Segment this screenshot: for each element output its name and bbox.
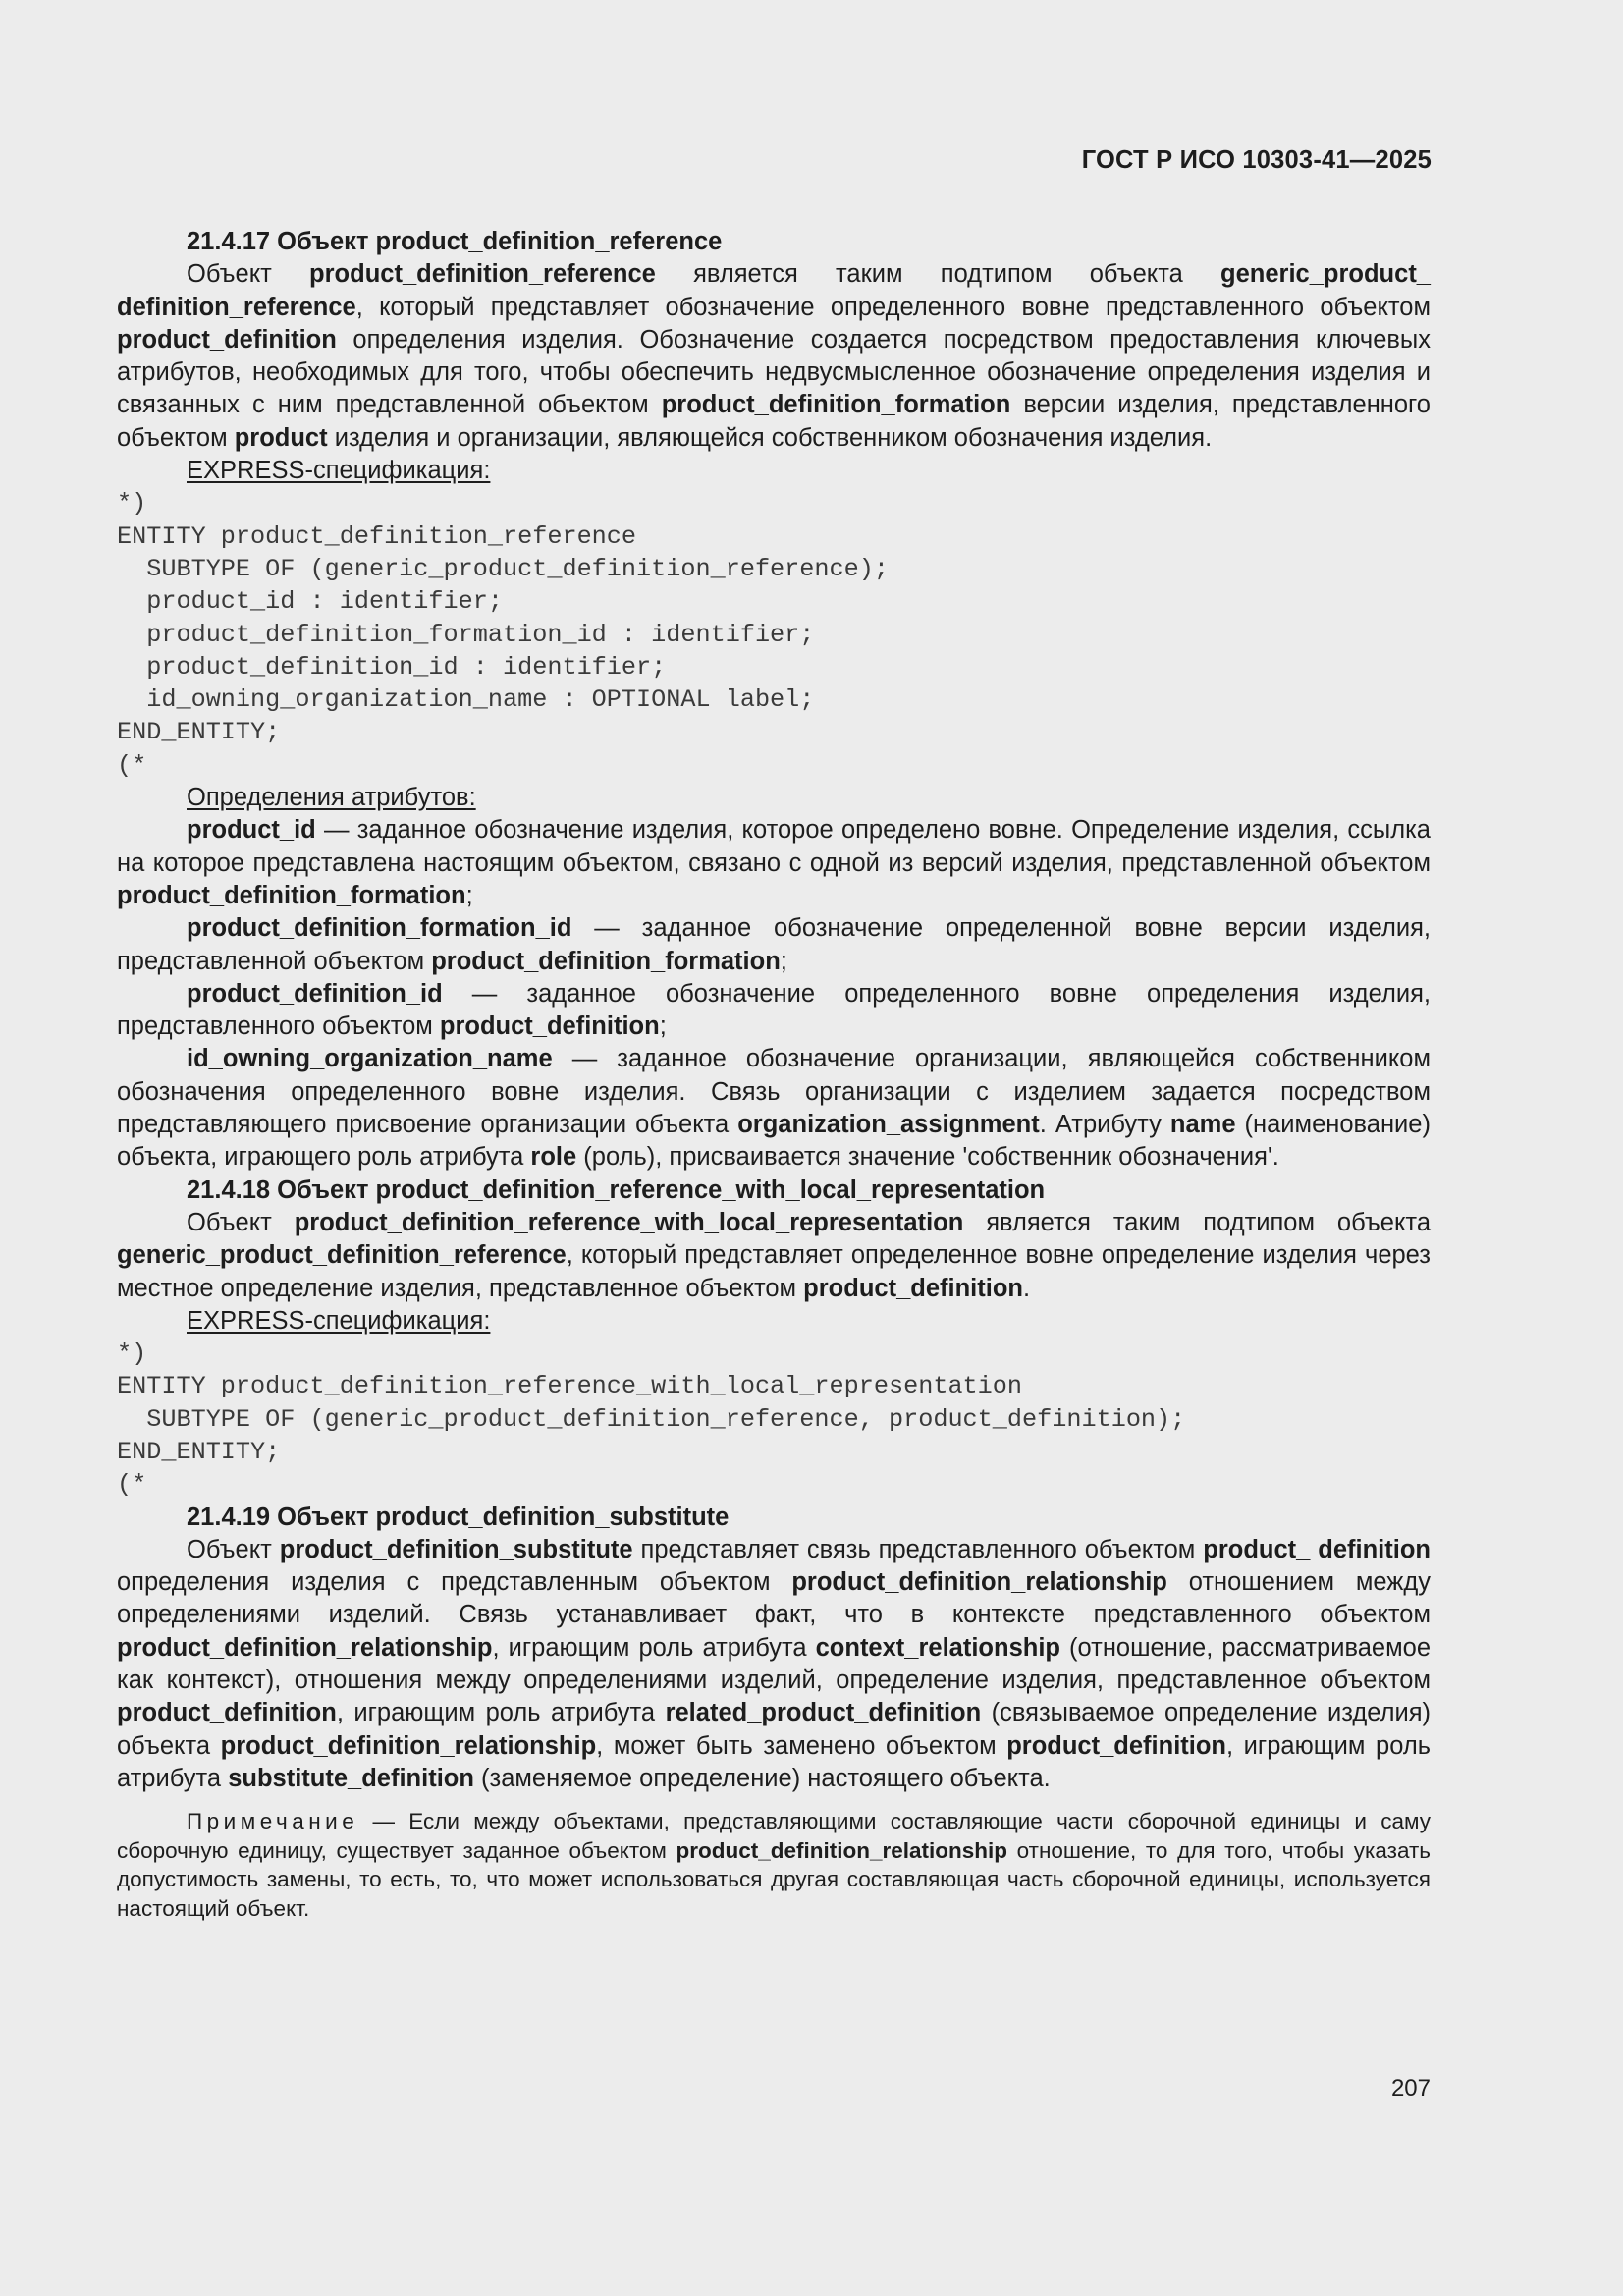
bold-term: product_definition_substitute <box>279 1535 633 1563</box>
note-label: Примечание <box>187 1809 359 1834</box>
text-run: (роль), присваивается значение 'собственник обозначения'. <box>576 1143 1279 1172</box>
page-number: 207 <box>1390 2075 1431 2102</box>
bold-term: product_id <box>187 816 316 845</box>
attribute-definition <box>117 978 1431 1044</box>
bold-term: organization_assignment <box>737 1111 1040 1139</box>
code-line: product_definition_id : identifier; <box>117 652 667 682</box>
bold-term: product_definition_relationship <box>220 1731 597 1760</box>
attribute-definition <box>117 1043 1431 1174</box>
bold-term: name <box>1169 1111 1236 1139</box>
bold-term: product_definition <box>439 1012 660 1041</box>
text-run: определения изделия с представленным объектом <box>117 1568 792 1597</box>
text-run: Объект <box>187 260 310 289</box>
attribute-definition <box>117 814 1431 912</box>
text-run: определения изделия. Обозначение создается посредством предоставления ключевых атрибутов, необходимых для того, чтобы обеспечить недвусмысленное обозначение определения изделия и связанных с ним представленной объектом <box>117 325 1431 419</box>
code-line: *) <box>117 1339 147 1369</box>
text-run: версии изделия, представленного объектом <box>117 391 1431 452</box>
text-run: (заменяемое определение) настоящего объекта. <box>473 1764 1051 1792</box>
code-line: SUBTYPE OF (generic_product_definition_reference); <box>117 554 889 583</box>
section-heading-21-4-18: 21.4.18 Объект product_definition_reference_with_local_representation <box>187 1175 1046 1204</box>
text-run: ; <box>465 881 473 909</box>
text-run: — заданное обозначение определенной вовне версии изделия, представленной объектом <box>117 914 1431 975</box>
text-run: — Если между объектами, представляющими составляющие части сборочной единицы и саму сборочную единицу, существует заданное объектом <box>117 1809 1431 1863</box>
section-heading-21-4-17: 21.4.17 Объект product_definition_reference <box>187 228 723 255</box>
text-run: , играющим роль атрибута <box>336 1699 666 1727</box>
code-line: ENTITY product_definition_reference_with_local_representation <box>117 1372 1023 1401</box>
bold-term: product_definition_formation <box>431 947 781 975</box>
text-run: ; <box>659 1012 667 1041</box>
bold-term: id_owning_organization_name <box>187 1045 553 1073</box>
text-run: (наименование) объекта, играющего роль атрибута <box>117 1111 1431 1172</box>
express-spec-label: EXPRESS-спецификация: <box>187 1306 491 1335</box>
express-code-block <box>117 487 1431 782</box>
attribute-definition <box>117 912 1431 978</box>
bold-term: generic_product_ definition_reference <box>117 260 1431 321</box>
code-line: SUBTYPE OF (generic_product_definition_reference, product_definition); <box>117 1404 1186 1434</box>
code-line: END_ENTITY; <box>117 1437 281 1466</box>
bold-term: product_definition_relationship <box>676 1837 1008 1863</box>
text-run: Объект <box>187 1535 280 1563</box>
bold-term: generic_product_definition_reference <box>117 1241 567 1270</box>
page-content <box>117 226 1431 1923</box>
text-run: , играющим роль атрибута <box>492 1633 816 1662</box>
text-run: отношением между определениями изделий. Связь устанавливает факт, что в контексте представленного объектом <box>117 1568 1431 1629</box>
code-line: (* <box>117 750 147 780</box>
text-run: является таким подтипом объекта <box>963 1208 1431 1236</box>
standard-designation: ГОСТ Р ИСО 10303-41—2025 <box>1081 146 1432 174</box>
bold-term: product_definition <box>1006 1731 1227 1760</box>
text-run: представляет связь представленного объектом <box>632 1535 1204 1563</box>
text-run: ; <box>780 947 787 975</box>
bold-term: product_definition_id <box>187 979 443 1008</box>
code-line: ENTITY product_definition_reference <box>117 521 637 551</box>
text-run: , который представляет определенное вовне определение изделия через местное определение изделия, представленное объектом <box>117 1241 1431 1302</box>
bold-term: product_definition_formation <box>661 391 1011 419</box>
bold-term: product_definition_formation <box>117 881 466 909</box>
attribute-definitions-label: Определения атрибутов: <box>187 784 476 812</box>
bold-term: product_definition_reference_with_local_representation <box>294 1208 964 1236</box>
text-run: , который представляет обозначение определенного вовне представленного объектом <box>355 293 1431 321</box>
section-heading-21-4-19: 21.4.19 Объект product_definition_substitute <box>187 1503 730 1531</box>
text-run: (связываемое определение изделия) объекта <box>117 1699 1432 1760</box>
express-code-block <box>117 1338 1431 1501</box>
bold-term: role <box>530 1143 577 1172</box>
text-run: , играющим роль атрибута <box>117 1731 1431 1792</box>
text-run: , может быть заменено объектом <box>596 1731 1007 1760</box>
bold-term: product_definition_formation_id <box>187 914 572 943</box>
code-line: END_ENTITY; <box>117 718 281 747</box>
bold-term: product_definition_relationship <box>791 1568 1167 1597</box>
bold-term: product <box>234 423 328 452</box>
text-run: . <box>1022 1274 1031 1302</box>
text-run: . Атрибуту <box>1039 1111 1170 1139</box>
text-run: Объект <box>187 1208 295 1236</box>
code-line: (* <box>117 1470 147 1500</box>
text-run: — заданное обозначение изделия, которое определено вовне. Определение изделия, ссылка на которое представлена настоящим объектом, связано с одной из версий изделия, представленной объектом <box>117 816 1431 877</box>
code-line: id_owning_organization_name : OPTIONAL label; <box>117 685 815 715</box>
text-run: — заданное обозначение определенного вовне определения изделия, представленного объектом <box>117 979 1431 1041</box>
section-paragraph <box>117 258 1431 455</box>
bold-term: product_definition <box>803 1274 1023 1302</box>
code-line: product_definition_formation_id : identifier; <box>117 620 815 649</box>
bold-term: product_definition_reference <box>309 260 656 289</box>
bold-term: related_product_definition <box>665 1699 982 1727</box>
bold-term: context_relationship <box>815 1633 1060 1662</box>
text-run: является таким подтипом объекта <box>655 260 1221 289</box>
bold-term: product_definition_relationship <box>117 1633 493 1662</box>
code-line: *) <box>117 489 147 519</box>
note-paragraph <box>117 1807 1431 1923</box>
express-spec-label: EXPRESS-спецификация: <box>187 457 491 485</box>
text-run: (отношение, рассматриваемое как контекст), отношения между определениями изделий, определение изделия, представленное объектом <box>117 1633 1432 1695</box>
text-run: — заданное обозначение организации, являющейся собственником обозначения определенного вовне изделия. Связь организации с изделием задается посредством представляющего присвоение организации объекта <box>117 1045 1431 1139</box>
section-paragraph <box>117 1534 1431 1795</box>
text-run: изделия и организации, являющейся собственником обозначения изделия. <box>327 423 1213 452</box>
bold-term: product_ definition <box>1203 1535 1431 1563</box>
text-run: отношение, то для того, чтобы указать допустимость замены, то есть, то, что может использоваться другая составляющая часть сборочной единицы, используется настоящий объект. <box>117 1837 1432 1921</box>
bold-term: product_definition <box>117 1699 337 1727</box>
bold-term: product_definition <box>117 325 337 354</box>
code-line: product_id : identifier; <box>117 587 503 617</box>
bold-term: substitute_definition <box>228 1764 474 1792</box>
section-paragraph <box>117 1207 1431 1305</box>
